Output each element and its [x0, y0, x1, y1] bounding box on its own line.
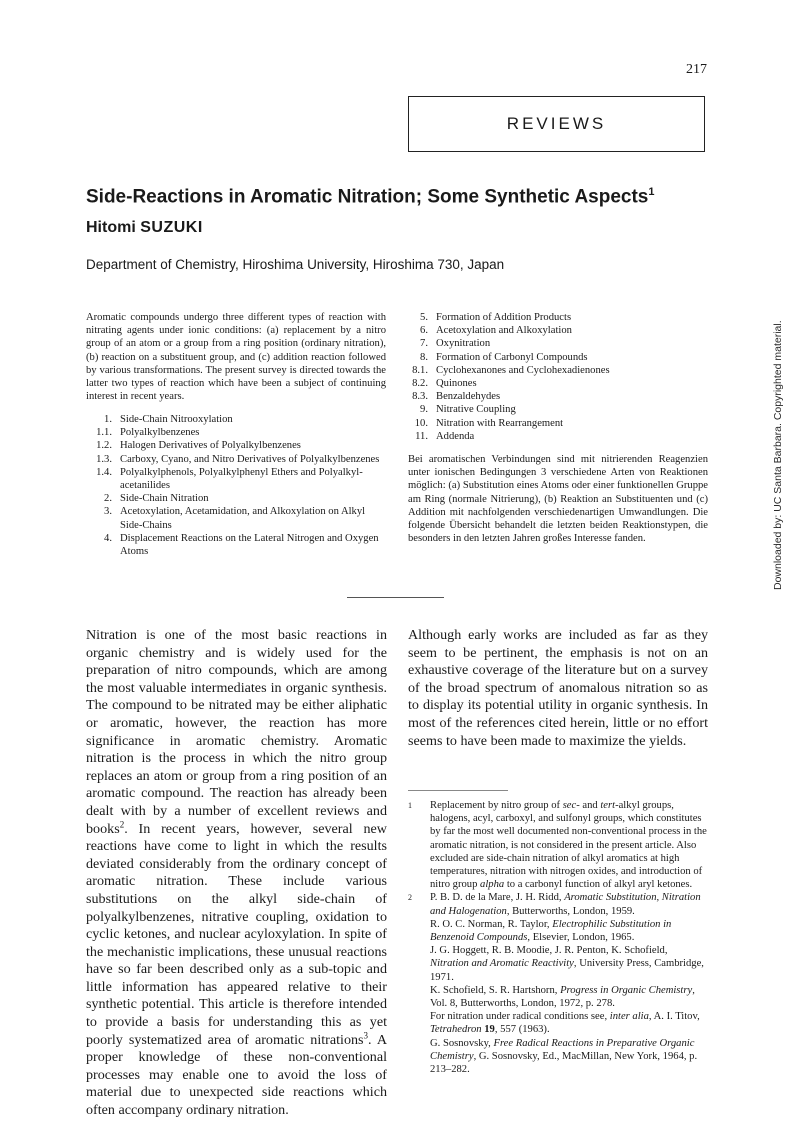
toc-item-label: Side-Chain Nitrooxylation [120, 414, 233, 425]
reference-entry: J. G. Hoggett, R. B. Moodie, J. R. Penton, K. Schofield, Nitration and Aromatic Reactivity, University Press, Cambridge, 1971. [430, 945, 704, 983]
page-number: 217 [686, 62, 707, 77]
toc-item [408, 417, 708, 430]
author-family-name: SUZUKI [140, 219, 203, 236]
toc-item [86, 532, 386, 558]
toc-item-label: Side-Chain Nitration [120, 493, 209, 505]
toc-item-label: Nitrative Coupling [436, 404, 516, 416]
toc-item [86, 413, 386, 426]
toc-right-column [408, 311, 708, 443]
toc-item [86, 453, 386, 466]
toc-item-label: Cyclohexanones and Cyclohexadienones [436, 364, 610, 376]
toc-item [408, 351, 708, 364]
toc-item [408, 430, 708, 443]
author-given-name: Hitomi [86, 219, 136, 236]
toc-item-number: 8.1. [412, 364, 428, 376]
footnote-marker: 1 [408, 801, 412, 810]
footnotes [408, 799, 708, 1076]
body-text-part: . In recent years, however, several new reactions have come to light in which the results deviated considerably from the ordinary concept of aromatic nitration. These include various substitutions on the alkyl side-chain of polyalkylbenzenes, nitrative coupling, oxidation to cyclic ketones, and nuclear acyloxylation. In spite of the mechanistic implications, these unusual reactions have so far been described only as a sub-topic and little information has appeared relative to their synthetic potential. This article is therefore intended to provide a basis for understanding this as yet poorly systematized area of aromatic nitrations [86, 820, 387, 1048]
toc-item-number: 9. [420, 404, 428, 416]
toc-right-list [408, 311, 708, 443]
footnote-rule [408, 790, 508, 791]
footnote-text: Replacement by nitro group of sec- and tert-alkyl groups, halogens, acyl, carboxyl, and sulfonyl groups, which constitutes by far the most well documented non-conventional process in the aromatic nitration, is not considered in the present article. Also excluded are side-chain nitration of alkyl aromatics at high temperatures, nitration with nitrogen oxides, and introduction of nitro group alpha to a carbonyl function of alkyl aryl ketones. [430, 800, 707, 891]
toc-item-number: 10. [414, 417, 428, 429]
reference-entry: K. Schofield, S. R. Hartshorn, Progress in Organic Chemistry, Vol. 8, Butterworths, London, 1972, p. 278. [430, 984, 695, 1010]
toc-item-label: Formation of Addition Products [436, 312, 572, 323]
toc-item-label: Acetoxylation and Alkoxylation [436, 325, 572, 337]
toc-item [408, 311, 708, 324]
title-footnote-marker: 1 [648, 186, 655, 198]
toc-item-label: Addenda [436, 430, 475, 442]
body-text-left-column [86, 627, 387, 1120]
body-text-right-column: Although early works are included as far as they seem to be pertinent, the emphasis is not on an exhaustive coverage of the literature but on a survey of the broad spectrum of anomalous nitration so as to display its potential utility in organic synthesis. In most of the references cited herein, little or no effort seems to have been made to maximize the yields. [408, 627, 708, 749]
download-notice: Downloaded by: UC Santa Barbara. Copyrighted material. [772, 320, 784, 590]
toc-item [86, 426, 386, 439]
reference-marker: 2 [119, 818, 125, 829]
toc-item-label: Halogen Derivatives of Polyalkylbenzenes [120, 440, 301, 452]
section-label-box [408, 96, 705, 152]
toc-item-number: 8.3. [412, 391, 428, 403]
toc-item-number: 6. [420, 325, 428, 337]
toc-item-number: 8.2. [412, 378, 428, 390]
toc-item-number: 2. [104, 493, 112, 505]
body-text-part: Nitration is one of the most basic reactions in organic chemistry and is widely used for the preparation of nitro compounds, which are among the most valuable intermediates in organic synthesis. The compound to be nitrated may be either aliphatic or aromatic, however, the reaction has more significance in aromatic chemistry. Aromatic nitration is the process in which the nitro group replaces an atom or group from a ring position of an aromatic compound. The reaction has already been dealt with by a number of excellent reviews and books [86, 627, 387, 837]
toc-item [86, 466, 386, 492]
toc-item-number: 1.4. [96, 466, 112, 478]
footnote-1 [408, 799, 708, 891]
reference-entry: R. O. C. Norman, R. Taylor, Electrophilic Substitution in Benzenoid Compounds, Elsevier, London, 1965. [430, 918, 672, 944]
toc-item [408, 390, 708, 403]
toc-item-number: 3. [104, 506, 112, 518]
toc-item-number: 5. [420, 312, 428, 323]
toc-item-number: 1.3. [96, 453, 112, 465]
toc-item-number: 8. [420, 351, 428, 363]
article-title [86, 186, 726, 208]
toc-item [86, 439, 386, 452]
article-title-text: Side-Reactions in Aromatic Nitration; Some Synthetic Aspects [86, 186, 649, 208]
toc-item [86, 505, 386, 531]
reference-entry: G. Sosnovsky, Free Radical Reactions in Preparative Organic Chemistry, G. Sosnovsky, Ed., MacMillan, New York, 1964, p. 213–282. [430, 1037, 698, 1076]
toc-item [408, 337, 708, 350]
toc-left-column [86, 413, 386, 558]
toc-item-label: Formation of Carbonyl Compounds [436, 351, 588, 363]
toc-item-label: Displacement Reactions on the Lateral Nitrogen and Oxygen Atoms [120, 532, 379, 558]
toc-item-label: Carboxy, Cyano, and Nitro Derivatives of Polyalkylbenzenes [120, 453, 380, 465]
toc-item-label: Quinones [436, 378, 477, 390]
toc-item-number: 1. [104, 414, 112, 425]
toc-item-label: Polyalkylphenols, Polyalkylphenyl Ethers and Polyalkyl-acetanilides [120, 466, 363, 492]
toc-item [408, 403, 708, 416]
abstract-english: Aromatic compounds undergo three different types of reaction with nitrating agents under ionic conditions: (a) replacement by a nitro group of an atom or a group from a ring position (ordinary nitration), (b) reaction on a substituent group, and (c) addition reaction followed by various transformations. The present survey is directed towards the latter two types of reaction which have been a subject of continuing interest in recent years. [86, 312, 386, 403]
toc-item [408, 364, 708, 377]
footnote-marker: 2 [408, 893, 412, 903]
toc-item-label: Acetoxylation, Acetamidation, and Alkoxylation on Alkyl Side-Chains [120, 506, 366, 531]
toc-item-number: 1.1. [96, 427, 112, 439]
affiliation: Department of Chemistry, Hiroshima University, Hiroshima 730, Japan [86, 257, 505, 272]
author-name [86, 219, 203, 237]
toc-item-number: 7. [420, 338, 428, 350]
toc-item-label: Benzaldehydes [436, 391, 501, 403]
reference-entry: For nitration under radical conditions see, inter alia, A. I. Titov, Tetrahedron 19, 557 (1963). [430, 1011, 700, 1036]
toc-item [86, 492, 386, 505]
body-text-part: . A proper knowledge of these non-conventional processes may enable one to avoid the loss of material due to unexpected side reactions which often accompany ordinary nitration. [86, 1031, 387, 1119]
abstract-german: Bei aromatischen Verbindungen sind mit nitrierenden Reagenzien unter ionischen Bedingungen 3 verschiedene Arten von Reaktionen möglich: (a) Substitution eines Atoms oder einer funktionellen Gruppe am Ring (normale Nitrierung), (b) Reaktion an Substituenten und (c) Addition mit nachfolgenden verschiedenartigen Umwandlungen. Die folgende Übersicht behandelt die letzten beiden Reaktionstypen, die besonders in den letzten Jahren großes Interesse fanden. [408, 454, 708, 545]
toc-item [408, 377, 708, 390]
section-label: REVIEWS [506, 114, 607, 133]
toc-item-label: Oxynitration [436, 338, 491, 350]
reference-marker: 3 [363, 1029, 369, 1040]
toc-item-number: 11. [415, 430, 428, 442]
section-divider [347, 597, 444, 598]
reference-entry: P. B. D. de la Mare, J. H. Ridd, Aromatic Substitution, Nitration and Halogenation, Butterworths, London, 1959. [430, 892, 701, 917]
toc-item-number: 4. [104, 532, 112, 544]
toc-left-list [86, 413, 386, 558]
toc-item-number: 1.2. [96, 440, 112, 452]
toc-item-label: Nitration with Rearrangement [436, 417, 564, 429]
toc-item-label: Polyalkylbenzenes [120, 427, 200, 439]
toc-item [408, 324, 708, 337]
footnote-2 [408, 891, 708, 917]
